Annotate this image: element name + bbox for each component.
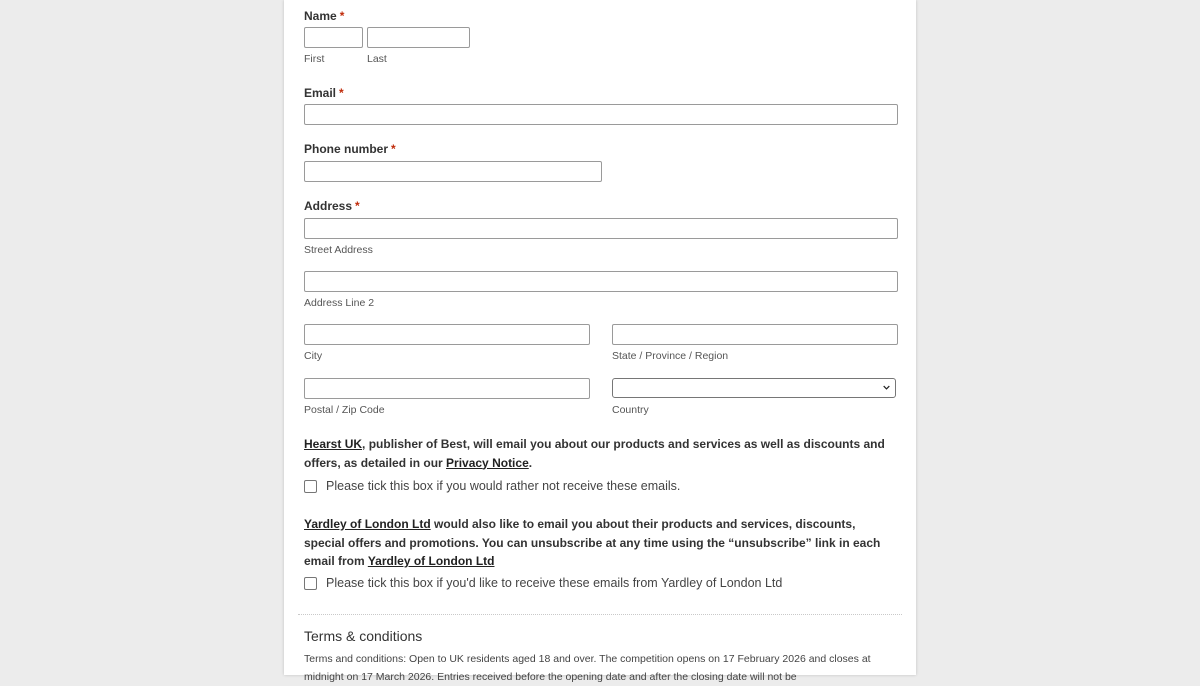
- street-address-sublabel: Street Address: [304, 244, 373, 256]
- terms-text: Terms and conditions: Open to UK residents aged 18 and over. The competition opens on 17 February 2026 and closes at midnight on 17 March 2026. Entries received before the opening date and after the closing date will not be: [304, 653, 871, 683]
- required-mark: *: [391, 142, 396, 156]
- required-mark: *: [339, 86, 344, 100]
- address-label: Address *: [304, 199, 360, 213]
- postal-code-sublabel: Postal / Zip Code: [304, 404, 385, 416]
- name-label: Name *: [304, 9, 345, 23]
- phone-label: Phone number *: [304, 142, 396, 156]
- first-name-input[interactable]: [304, 27, 363, 48]
- country-sublabel: Country: [612, 404, 649, 416]
- chevron-down-icon: [883, 384, 890, 391]
- postal-code-input[interactable]: [304, 378, 590, 399]
- form-card: [284, 0, 916, 683]
- yardley-link[interactable]: Yardley of London Ltd: [304, 517, 431, 531]
- city-sublabel: City: [304, 350, 323, 362]
- street-address-input[interactable]: [304, 218, 898, 239]
- terms-title: Terms & conditions: [304, 628, 423, 644]
- required-mark: *: [355, 199, 360, 213]
- state-input[interactable]: [612, 324, 898, 345]
- hearst-consent-text: Hearst UK, publisher of Best, will email you about our products and services as well as discounts and offers, as detailed in our Privacy Notice.: [304, 437, 885, 470]
- hearst-uk-link[interactable]: Hearst UK: [304, 437, 363, 451]
- hearst-optout-checkbox[interactable]: [304, 480, 317, 493]
- last-name-sublabel: Last: [367, 53, 387, 65]
- country-select[interactable]: [612, 378, 896, 398]
- address-line2-sublabel: Address Line 2: [304, 297, 375, 309]
- state-sublabel: State / Province / Region: [612, 350, 729, 362]
- yardley-consent-text: Yardley of London Ltd would also like to email you about their products and services, discounts, special offers and promotions. You can unsubscribe at any time using the “unsubscribe” link in each email from Yardley of London Ltd: [304, 517, 881, 568]
- section-divider: [298, 614, 902, 615]
- yardley-link-2[interactable]: Yardley of London Ltd: [367, 554, 495, 568]
- address-line2-input[interactable]: [304, 271, 898, 292]
- yardley-optin-row[interactable]: [304, 576, 904, 592]
- privacy-notice-link[interactable]: Privacy Notice: [446, 455, 529, 470]
- email-label: Email *: [304, 86, 344, 100]
- required-mark: *: [339, 9, 345, 23]
- email-input[interactable]: [304, 104, 898, 125]
- hearst-optout-row[interactable]: [304, 479, 904, 495]
- hearst-optout-label: Please tick this box if you would rather not receive these emails.: [326, 479, 681, 493]
- first-name-sublabel: First: [304, 53, 325, 65]
- yardley-optin-checkbox[interactable]: [304, 577, 317, 590]
- last-name-input[interactable]: [367, 27, 470, 48]
- yardley-optin-label: Please tick this box if you'd like to receive these emails from Yardley of London Ltd: [326, 576, 783, 590]
- city-input[interactable]: [304, 324, 590, 345]
- phone-input[interactable]: [304, 161, 602, 182]
